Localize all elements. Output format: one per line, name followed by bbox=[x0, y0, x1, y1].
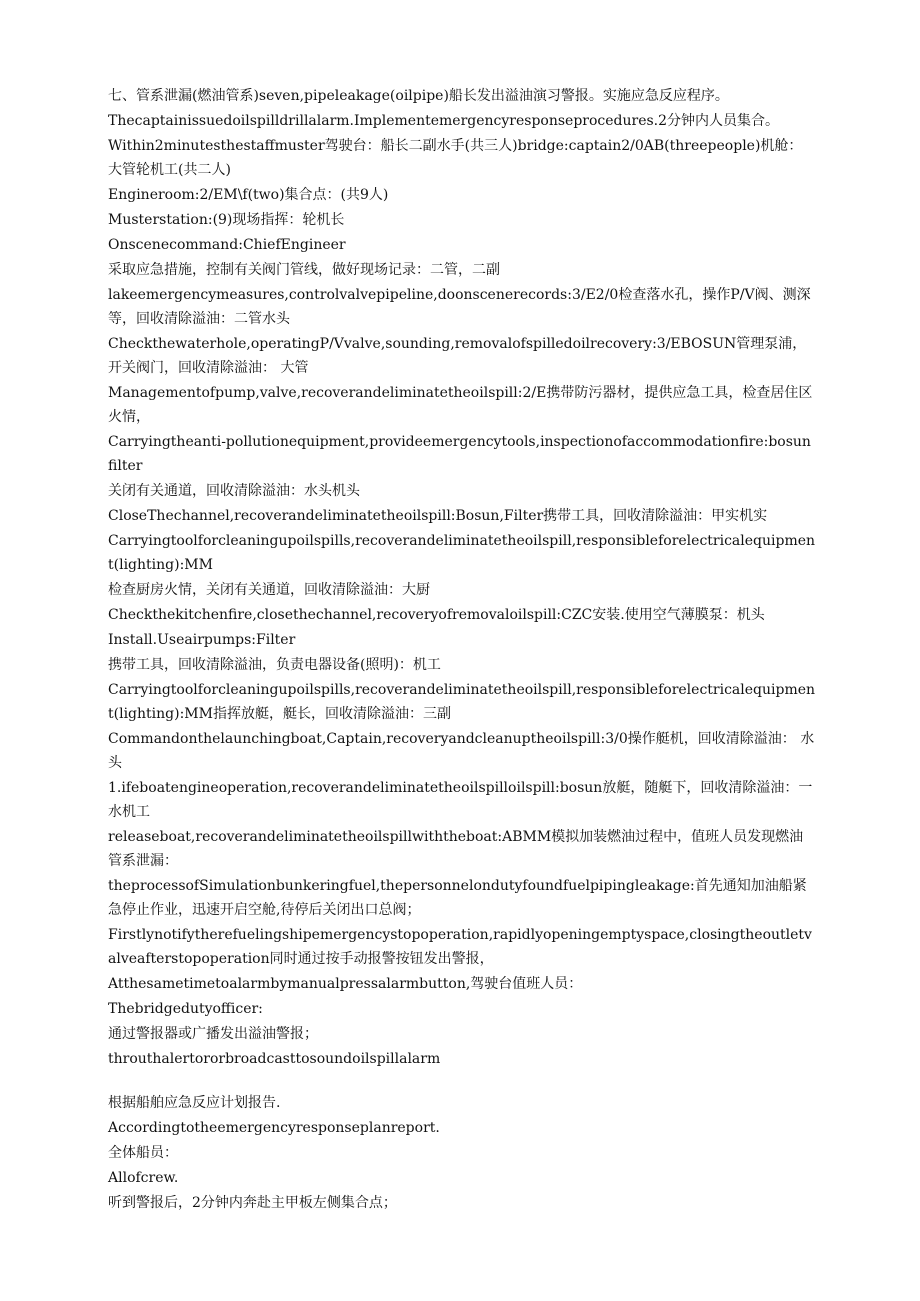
paragraph-18: 携带工具，回收清除溢油，负责电器设备(照明)：机工 bbox=[108, 657, 441, 673]
paragraph-24: Firstlynotifytherefuelingshipemergencystopoperation,rapidlyopeningemptyspace,closingtheoutletvalveafterstopoperation同时通过按手动报警按钮发出警报， bbox=[108, 927, 812, 967]
document-body bbox=[108, 84, 816, 1216]
paragraph-29: 根据船舶应急反应计划报告. bbox=[108, 1095, 281, 1111]
paragraph-14: Carryingtoolforcleaningupoilspills,recoverandeliminatetheoilspill,responsibleforelectricalequipment(lighting):MM bbox=[108, 533, 816, 573]
paragraph-28: throuthalertororbroadcasttosoundoilspillalarm bbox=[108, 1051, 441, 1067]
paragraph-33: 听到警报后，2分钟内奔赴主甲板左侧集合点； bbox=[108, 1195, 397, 1211]
paragraph-2: Thecaptainissuedoilspilldrillalarm.Implementemergencyresponseprocedures.2分钟内人员集合。 bbox=[108, 113, 780, 129]
paragraph-21: 1.ifeboatengineoperation,recoverandeliminatetheoilspilloilspill:bosun放艇，随艇下，回收清除溢油：一水机工 bbox=[108, 780, 813, 820]
paragraph-6: Onscenecommand:ChiefEngineer bbox=[108, 237, 346, 253]
paragraph-10: Managementofpump,valve,recoverandeliminatetheoilspill:2/E携带防污器材，提供应急工具，检查居住区火情， bbox=[108, 385, 813, 425]
paragraph-3: Within2minutesthestaffmuster驾驶台：船长二副水手(共三人)bridge:captain2/0AB(threepeople)机舱：大管轮机工(共二人) bbox=[108, 138, 803, 178]
paragraph-23: theprocessofSimulationbunkeringfuel,thepersonnelondutyfoundfuelpipingleakage:首先通知加油船紧急停止作业，迅速开启空舱,待停后关闭出口总阀； bbox=[108, 878, 807, 918]
paragraph-5: Musterstation:(9)现场指挥：轮机长 bbox=[108, 212, 345, 228]
paragraph-19: Carryingtoolforcleaningupoilspills,recoverandeliminatetheoilspill,responsibleforelectricalequipment(lighting):MM指挥放艇，艇长，回收清除溢油：三副 bbox=[108, 682, 816, 722]
paragraph-30: Accordingtotheemergencyresponseplanreport. bbox=[108, 1120, 440, 1136]
paragraph-27: 通过警报器或广播发出溢油警报； bbox=[108, 1026, 318, 1042]
paragraph-8: lakeemergencymeasures,controlvalvepipeline,doonscenerecords:3/E2/0检查落水孔，操作P/V阀、测深等，回收清除溢油：二管水头 bbox=[108, 287, 811, 327]
paragraph-15: 检查厨房火情，关闭有关通道，回收清除溢油：大厨 bbox=[108, 582, 430, 598]
paragraph-1: 七、管系泄漏(燃油管系)seven,pipeleakage(oilpipe)船长发出溢油演习警报。实施应急反应程序。 bbox=[108, 88, 729, 104]
paragraph-13: CloseThechannel,recoverandeliminatetheoilspill:Bosun,Filter携带工具，回收清除溢油：甲实机实 bbox=[108, 508, 768, 524]
paragraph-9: Checkthewaterhole,operatingP/Vvalve,sounding,removalofspilledoilrecovery:3/EBOSUN管理泵浦，开关阀门，回收清除溢油： 大管 bbox=[108, 336, 807, 376]
paragraph-4: Engineroom:2/EM\f(two)集合点：(共9人) bbox=[108, 187, 389, 203]
paragraph-22: releaseboat,recoverandeliminatetheoilspillwiththeboat:ABMM模拟加装燃油过程中，值班人员发现燃油管系泄漏： bbox=[108, 829, 804, 869]
paragraph-25: Atthesametimetoalarmbymanualpressalarmbutton,驾驶台值班人员： bbox=[108, 976, 583, 992]
paragraph-12: 关闭有关通道，回收清除溢油：水头机头 bbox=[108, 483, 360, 499]
paragraph-20: Commandonthelaunchingboat,Captain,recoveryandcleanuptheoilspill:3/0操作艇机，回收清除溢油： 水头 bbox=[108, 731, 815, 771]
paragraph-11: Carryingtheanti-pollutionequipment,provideemergencytools,inspectionofaccommodationfire:bosunfilter bbox=[108, 434, 811, 474]
paragraph-16: Checkthekitchenfire,closethechannel,recoveryofremovaloilspill:CZC安装.使用空气薄膜泵：机头 bbox=[108, 607, 765, 623]
paragraph-7: 采取应急措施，控制有关阀门管线，做好现场记录：二管，二副 bbox=[108, 262, 500, 278]
paragraph-26: Thebridgedutyofficer: bbox=[108, 1001, 263, 1017]
paragraph-32: Allofcrew. bbox=[108, 1170, 179, 1186]
paragraph-17: Install.Useairpumps:Filter bbox=[108, 632, 296, 648]
paragraph-31: 全体船员： bbox=[108, 1145, 178, 1161]
